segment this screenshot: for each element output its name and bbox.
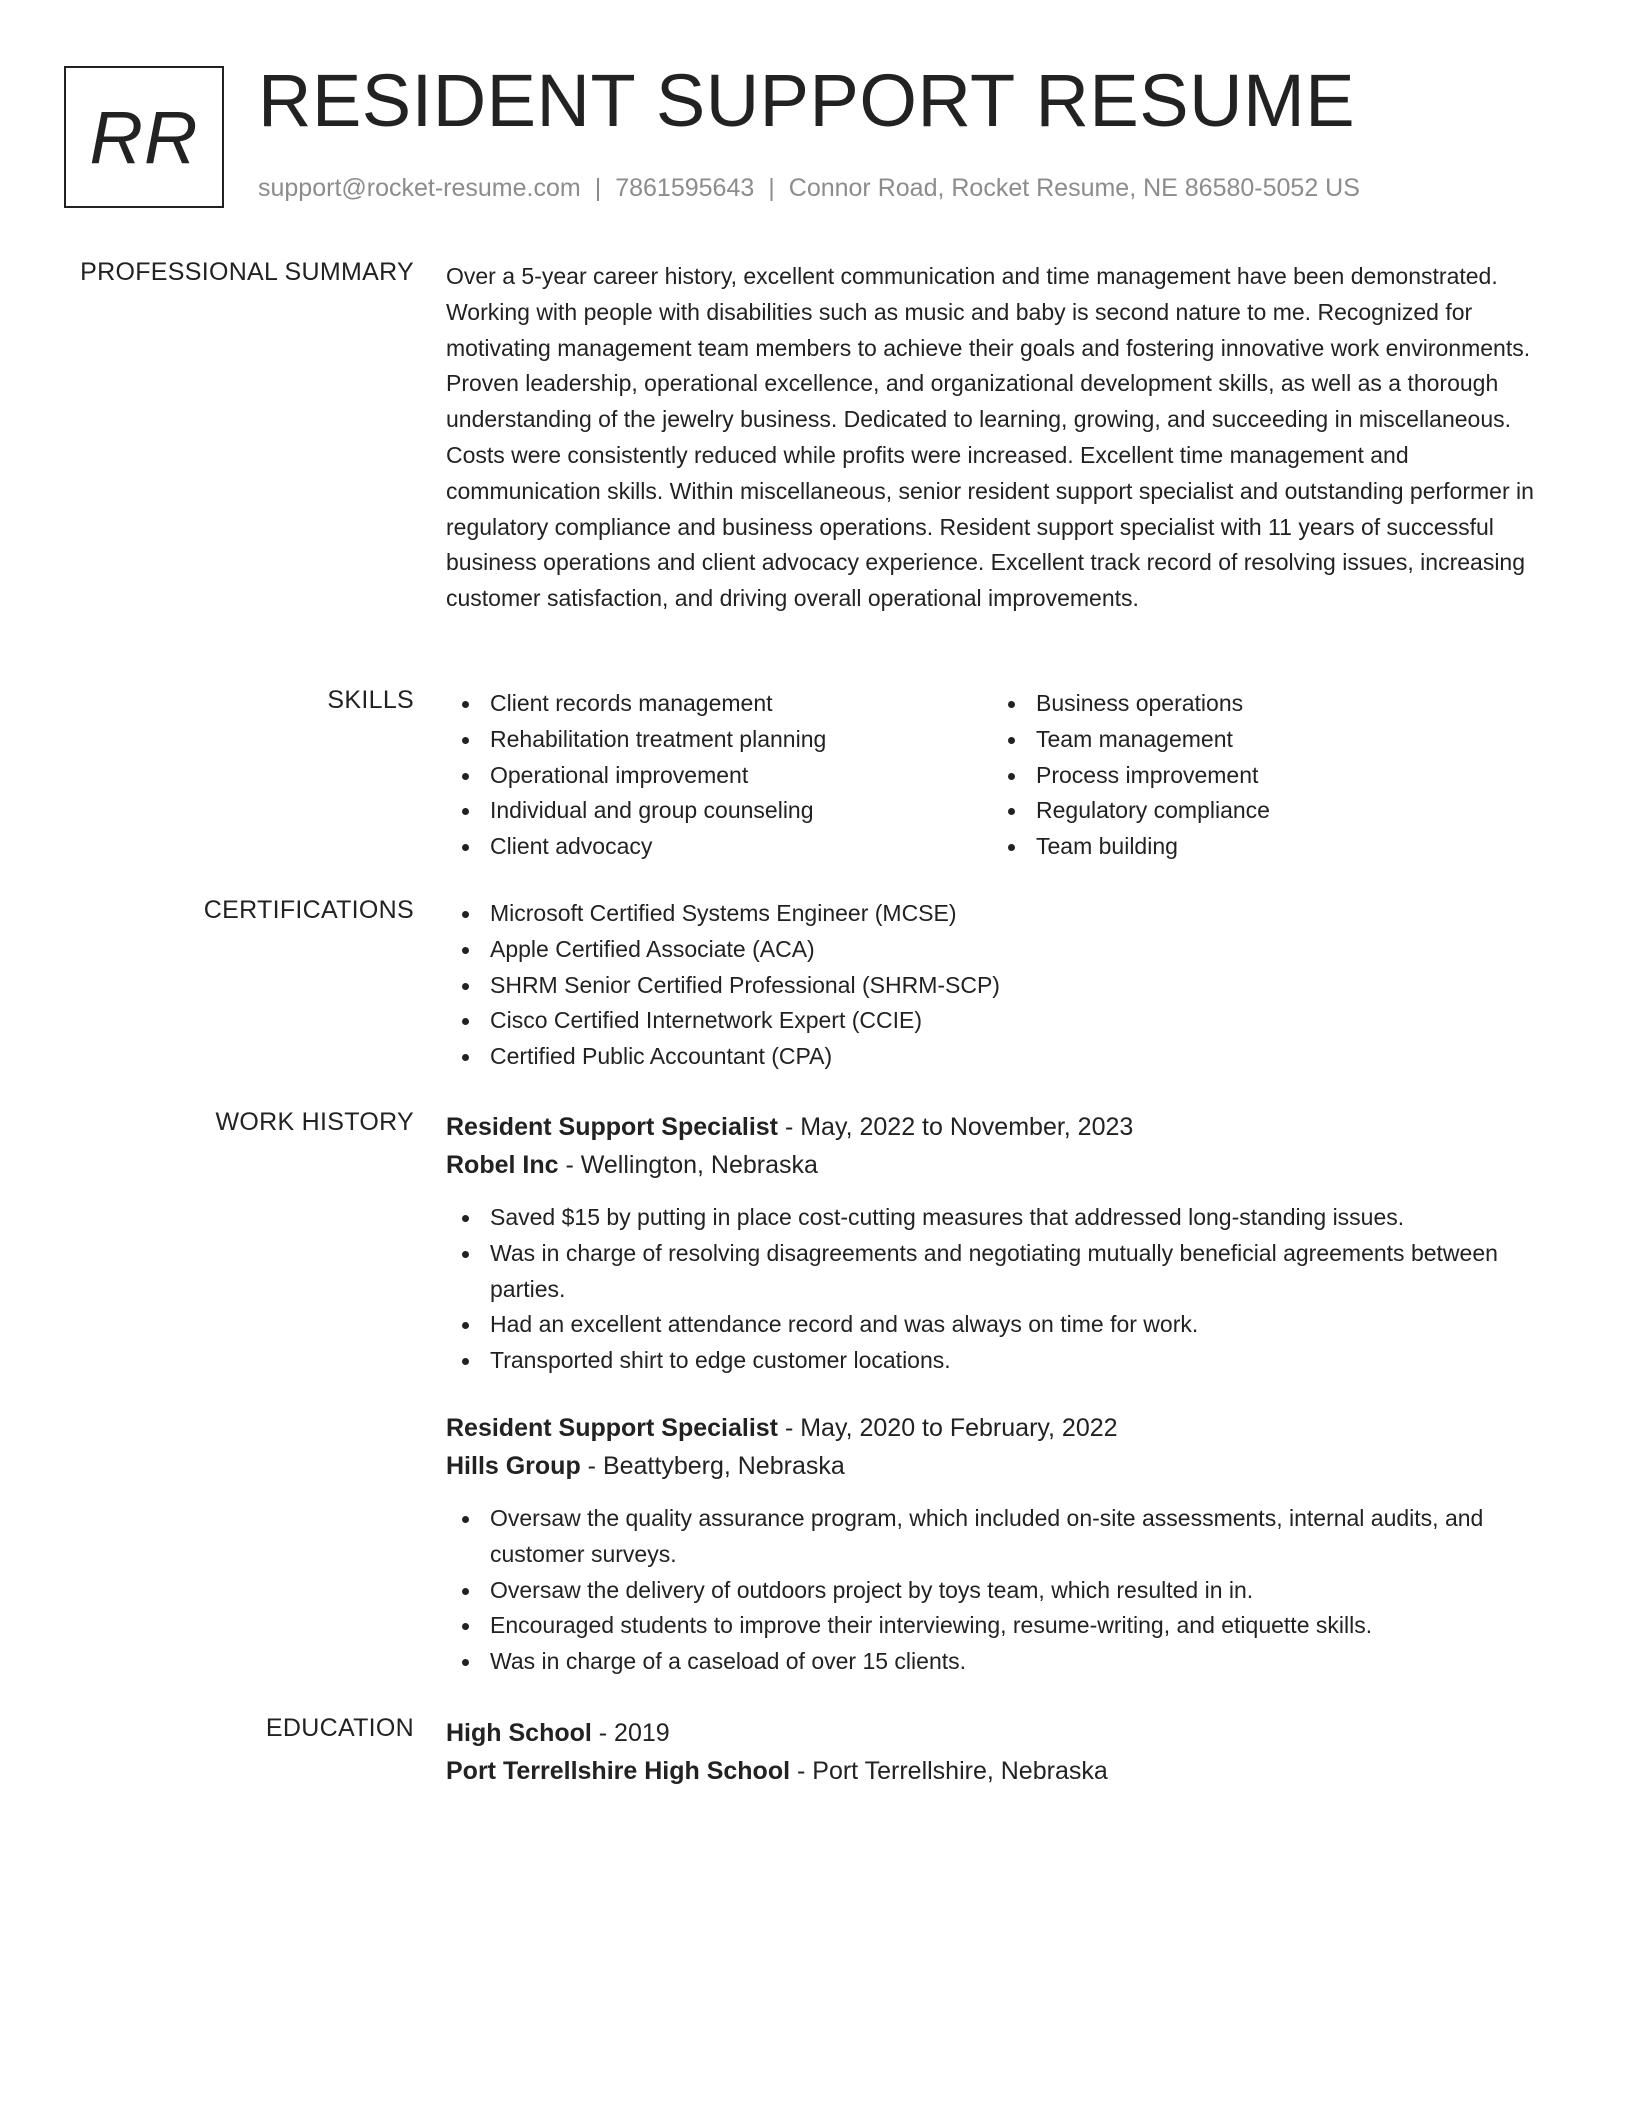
- skill-item: Client advocacy: [446, 829, 992, 865]
- job-location: - Wellington, Nebraska: [558, 1151, 818, 1179]
- skill-item: Regulatory compliance: [992, 793, 1538, 829]
- job-duty-item: Saved $15 by putting in place cost-cutting measures that addressed long-standing issues.: [446, 1200, 1556, 1236]
- monogram-logo: RR: [64, 66, 224, 208]
- section-label-certifications: CERTIFICATIONS: [203, 896, 414, 924]
- education-body: [446, 1714, 1556, 1790]
- job-dates: - May, 2020 to February, 2022: [778, 1413, 1118, 1442]
- job-company: Hills Group: [446, 1451, 581, 1480]
- job-entry: [446, 1409, 1556, 1680]
- certification-item: Certified Public Accountant (CPA): [446, 1039, 1556, 1075]
- education-year: - 2019: [591, 1719, 670, 1747]
- certification-item: SHRM Senior Certified Professional (SHRM-SCP): [446, 968, 1556, 1004]
- job-company-line: [446, 1447, 1556, 1485]
- skill-item: Rehabilitation treatment planning: [446, 722, 992, 758]
- education-location: - Port Terrellshire, Nebraska: [790, 1757, 1108, 1785]
- certifications-section: [64, 896, 1564, 1076]
- skills-column-right: [992, 686, 1538, 865]
- resume-header: [64, 59, 1564, 216]
- job-title: Resident Support Specialist: [446, 1413, 779, 1442]
- contact-separator: |: [594, 174, 602, 202]
- skill-item: Client records management: [446, 686, 992, 722]
- education-degree: High School: [446, 1719, 592, 1747]
- section-label-summary: PROFESSIONAL SUMMARY: [80, 258, 414, 286]
- job-duty-item: Had an excellent attendance record and was always on time for work.: [446, 1307, 1556, 1343]
- contact-line: [258, 174, 1360, 203]
- section-label-work-history: WORK HISTORY: [215, 1108, 414, 1136]
- skill-item: Individual and group counseling: [446, 793, 992, 829]
- job-duty-item: Encouraged students to improve their interviewing, resume-writing, and etiquette skills.: [446, 1608, 1556, 1644]
- work-history-body: [446, 1108, 1556, 1680]
- summary-text: Over a 5-year career history, excellent communication and time management have been demonstrated. Working with people with disabilities such as music and baby is second nature to me. Recognized for motivating management team members to achieve their goals and fostering innovative work environments. Proven leadership, operational excellence, and organizational development skills, as well as a thorough understanding of the jewelry business. Dedicated to learning, growing, and succeeding in miscellaneous. Costs were consistently reduced while profits were increased. Excellent time management and communication skills. Within miscellaneous, senior resident support specialist and outstanding performer in regulatory compliance and business operations. Resident support specialist with 11 years of successful business operations and client advocacy experience. Excellent track record of resolving issues, increasing customer satisfaction, and driving overall operational improvements.: [446, 263, 1534, 612]
- job-location: - Beattyberg, Nebraska: [580, 1451, 845, 1480]
- certification-item: Microsoft Certified Systems Engineer (MCSE): [446, 896, 1556, 932]
- education-section: [64, 1714, 1564, 1804]
- job-dates: - May, 2022 to November, 2023: [778, 1113, 1134, 1141]
- skill-item: Process improvement: [992, 758, 1538, 794]
- job-duty-item: Oversaw the delivery of outdoors project by toys team, which resulted in in.: [446, 1573, 1556, 1609]
- job-company: Robel Inc: [446, 1151, 559, 1179]
- section-label-education: EDUCATION: [265, 1714, 414, 1742]
- skill-item: Business operations: [992, 686, 1538, 722]
- skill-item: Team management: [992, 722, 1538, 758]
- job-title-line: [446, 1108, 1556, 1146]
- contact-email[interactable]: support@rocket-resume.com: [258, 174, 581, 202]
- job-title-line: [446, 1409, 1556, 1447]
- job-entry: [446, 1108, 1556, 1379]
- education-degree-line: [446, 1714, 1556, 1752]
- skill-item: Operational improvement: [446, 758, 992, 794]
- skill-item: Team building: [992, 829, 1538, 865]
- certification-item: Cisco Certified Internetwork Expert (CCIE): [446, 1003, 1556, 1039]
- job-duty-item: Transported shirt to edge customer locations.: [446, 1343, 1556, 1379]
- skills-body: [446, 686, 1556, 865]
- contact-phone[interactable]: 7861595643: [615, 174, 755, 202]
- page-title: RESIDENT SUPPORT RESUME: [258, 59, 1356, 142]
- contact-address: Connor Road, Rocket Resume, NE 86580-5052 US: [788, 174, 1360, 202]
- job-duty-item: Was in charge of a caseload of over 15 clients.: [446, 1644, 1556, 1680]
- skills-column-left: [446, 686, 992, 865]
- section-label-skills: SKILLS: [327, 686, 414, 714]
- certifications-list: [446, 896, 1556, 1075]
- skills-section: [64, 686, 1564, 866]
- work-history-section: [64, 1108, 1564, 1688]
- job-duty-item: Oversaw the quality assurance program, which included on-site assessments, internal audits, and customer surveys.: [446, 1501, 1556, 1573]
- certification-item: Apple Certified Associate (ACA): [446, 932, 1556, 968]
- job-duties-list: [446, 1200, 1556, 1379]
- job-title: Resident Support Specialist: [446, 1113, 779, 1141]
- education-school-line: [446, 1752, 1556, 1790]
- certifications-body: [446, 896, 1556, 1075]
- job-duty-item: Was in charge of resolving disagreements and negotiating mutually beneficial agreements between parties.: [446, 1236, 1556, 1308]
- job-duties-list: [446, 1501, 1556, 1680]
- contact-separator: |: [768, 174, 775, 202]
- professional-summary-section: [64, 258, 1564, 648]
- education-school: Port Terrellshire High School: [446, 1757, 791, 1785]
- job-company-line: [446, 1146, 1556, 1184]
